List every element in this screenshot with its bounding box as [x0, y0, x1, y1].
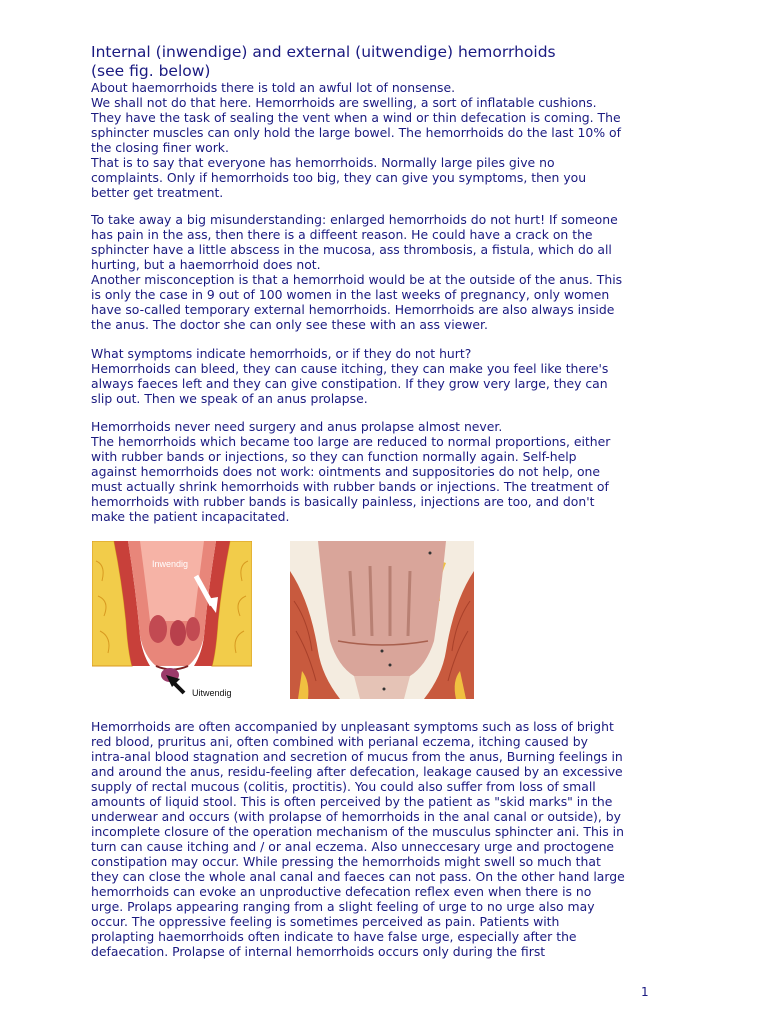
text-line: urge. Prolaps appearing ranging from a slight feeling of urge to no urge also may: [91, 899, 595, 914]
text-line: intra-anal blood stagnation and secretion of mucus from the anus, Burning feelings in: [91, 749, 623, 764]
text-line: sphincter muscles can only hold the large bowel. The hemorrhoids do the last 10% of: [91, 125, 621, 140]
text-line: supply of rectal mucous (colitis, proctitis). You could also suffer from loss of small: [91, 779, 596, 794]
text-line: sphincter have a little abscess in the mucosa, ass thrombosis, a fistula, which do all: [91, 242, 612, 257]
text-line: That is to say that everyone has hemorrhoids. Normally large piles give no: [91, 155, 555, 170]
text-line: hemorrhoids can evoke an unproductive defecation reflex even when there is no: [91, 884, 592, 899]
paragraph-accompanying-symptoms: [91, 719, 661, 959]
text-line: constipation may occur. While pressing the hemorrhoids might swell so much that: [91, 854, 601, 869]
text-line: always faeces left and they can give constipation. If they grow very large, they can: [91, 376, 608, 391]
text-line: They have the task of sealing the vent when a wind or thin defecation is coming. The: [91, 110, 621, 125]
text-line: is only the case in 9 out of 100 women in the last weeks of pregnancy, only women: [91, 287, 610, 302]
text-line: The hemorrhoids which became too large are reduced to normal proportions, either: [91, 434, 611, 449]
anal-canal-anatomy-illustration: [290, 541, 474, 699]
text-line: incomplete closure of the operation mechanism of the musculus sphincter ani. This in: [91, 824, 624, 839]
text-line: Another misconception is that a hemorrhoid would be at the outside of the anus. This: [91, 272, 623, 287]
text-line: hemorrhoids with rubber bands is basically painless, injections are too, and don't: [91, 494, 595, 509]
text-line: the closing finer work.: [91, 140, 229, 155]
text-line: against hemorrhoids does not work: ointments and suppositories do not help, one: [91, 464, 601, 479]
text-line: better get treatment.: [91, 185, 224, 200]
text-line: must actually shrink hemorrhoids with rubber bands or injections. The treatment of: [91, 479, 609, 494]
label-uitwendig: Uitwendig: [192, 688, 232, 698]
paragraph-misunderstanding: [91, 212, 661, 332]
text-line: and around the anus, residu-feeling after defecation, leakage caused by an excessive: [91, 764, 623, 779]
text-line: defaecation. Prolapse of internal hemorrhoids occurs only during the first: [91, 944, 546, 959]
label-inwendig: Inwendig: [152, 559, 189, 569]
text-line: amounts of liquid stool. This is often perceived by the patient as "skid marks" in the: [91, 794, 613, 809]
text-line: hurting, but a haemorrhoid does not.: [91, 257, 321, 272]
text-line: Hemorrhoids can bleed, they can cause itching, they can make you feel like there's: [91, 361, 609, 376]
paragraph-intro: [91, 80, 661, 200]
text-line: underwear and occurs (with prolapse of hemorrhoids in the anal canal or outside), by: [91, 809, 621, 824]
text-line: they can close the whole anal canal and faeces can not pass. On the other hand large: [91, 869, 625, 884]
text-line: We shall not do that here. Hemorrhoids are swelling, a sort of inflatable cushions.: [91, 95, 597, 110]
text-line: the anus. The doctor she can only see these with an ass viewer.: [91, 317, 488, 332]
text-line: About haemorrhoids there is told an awful lot of nonsense.: [91, 80, 456, 95]
text-line: has pain in the ass, then there is a diffeent reason. He could have a crack on the: [91, 227, 593, 242]
text-line: Hemorrhoids never need surgery and anus prolapse almost never.: [91, 419, 503, 434]
text-line: with rubber bands or injections, so they can function normally again. Self-help: [91, 449, 577, 464]
text-line: have so-called temporary external hemorrhoids. Hemorrhoids are also always inside: [91, 302, 615, 317]
text-line: To take away a big misunderstanding: enlarged hemorrhoids do not hurt! If someone: [91, 212, 618, 227]
title-line-1: Internal (inwendige) and external (uitwendige) hemorrhoids: [91, 43, 556, 61]
title-line-2: (see fig. below): [91, 62, 211, 80]
text-line: turn can cause itching and / or anal eczema. Also unneccesary urge and proctogene: [91, 839, 615, 854]
paragraph-symptoms: [91, 346, 661, 406]
text-line: prolapting haemorrhoids often indicate to have false urge, especially after the: [91, 929, 577, 944]
page-number: 1: [641, 985, 649, 999]
text-line: occur. The oppressive feeling is sometimes perceived as pain. Patients with: [91, 914, 560, 929]
text-line: red blood, pruritus ani, often combined with perianal eczema, itching caused by: [91, 734, 588, 749]
text-line: complaints. Only if hemorrhoids too big, they can give you symptoms, then you: [91, 170, 587, 185]
hemorrhoid-diagram-illustration: [92, 541, 252, 701]
paragraph-treatment: [91, 419, 661, 524]
text-line: slip out. Then we speak of an anus prolapse.: [91, 391, 368, 406]
text-line: make the patient incapacitated.: [91, 509, 290, 524]
page-title: [91, 43, 731, 81]
text-line: Hemorrhoids are often accompanied by unpleasant symptoms such as loss of bright: [91, 719, 614, 734]
text-line: What symptoms indicate hemorrhoids, or if they do not hurt?: [91, 346, 472, 361]
